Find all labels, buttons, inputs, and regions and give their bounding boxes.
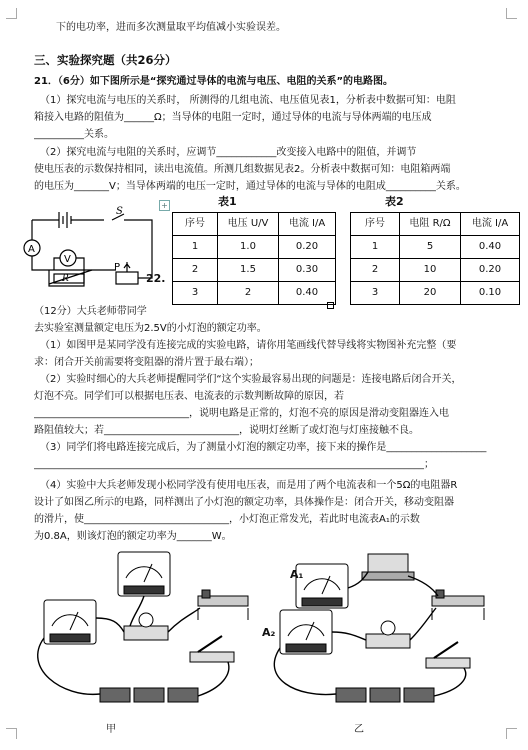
- q22-line7: _______________________________，说明电路是正常的，灯泡不亮的原因是滑动变阻器连入电: [34, 408, 449, 419]
- figure-jia-label: 甲: [106, 724, 116, 735]
- section-title: 三、实验探究题（共26分）: [34, 53, 177, 67]
- table-row: [351, 259, 520, 282]
- corner-mark-bottom-right: [506, 728, 517, 739]
- table1-header: 电流 I/A: [279, 213, 336, 236]
- table1-cell: 1.0: [218, 236, 279, 259]
- q21-line4: __________关系。: [34, 129, 114, 140]
- circuit-diagram: [14, 200, 164, 300]
- table1-cell: 2: [218, 282, 279, 305]
- voltmeter-label: V: [64, 254, 71, 265]
- table1: [172, 212, 336, 305]
- resistor-label: R: [62, 274, 69, 284]
- q21-line1: 21．（6分）如下图所示是“探究通过导体的电流与电压、电阻的关系”的电路图。: [34, 76, 394, 87]
- table2-cell: 1: [351, 236, 400, 259]
- corner-mark-top-left: [6, 8, 17, 19]
- table1-cell: 0.40: [279, 282, 336, 305]
- q21-line6: 使电压表的示数保持相同，读出电流值。所测几组数据见表2。分析表中数据可知：电阻箱两端: [34, 164, 451, 175]
- table-row: [173, 282, 336, 305]
- table1-header-row: [173, 213, 336, 236]
- table2-header: 电流 I/A: [461, 213, 520, 236]
- table1-cell: 1: [173, 236, 218, 259]
- q21-line5: （2）探究电流与电阻的关系时，应调节____________改变接入电路中的阻值，并调节: [40, 147, 417, 158]
- table2-cell: 10: [400, 259, 461, 282]
- q22-line11: （4）实验中大兵老师发现小松同学没有使用电压表，而是用了两个电流表和一个5Ω的电阻器R: [40, 480, 458, 491]
- table1-caption: 表1: [218, 195, 237, 208]
- top-line: 下的电功率，进而多次测量取平均值减小实验误差。: [56, 22, 286, 33]
- slider-label: P: [114, 262, 121, 273]
- table2-cell: 2: [351, 259, 400, 282]
- ammeter-label: A: [28, 244, 35, 255]
- q22-line12: 设计了如图乙所示的电路，同样测出了小灯泡的额定功率，具体操作是：闭合开关，移动变阻器: [34, 497, 454, 508]
- q22-line14: 为0.8A，则该灯泡的额定功率为_______W。: [34, 531, 232, 542]
- table2-cell: 0.10: [461, 282, 520, 305]
- q22-line9: （3）同学们将电路连接完成后，为了测量小灯泡的额定功率，接下来的操作是____________________: [40, 442, 487, 453]
- q22-line8: 路阻值较大；若___________________________，说明灯丝断了或灯泡与灯座接触不良。: [34, 425, 419, 436]
- ammeter-a2-label: A₂: [262, 626, 276, 639]
- table1-cell: 1.5: [218, 259, 279, 282]
- q21-line7: 的电压为_______V；当导体两端的电压一定时，通过导体的电流与导体的电阻成__________关系。: [34, 181, 466, 192]
- table1-header: 序号: [173, 213, 218, 236]
- table1-cell: 3: [173, 282, 218, 305]
- q22-line4: 求：闭合开关前需要将变阻器的滑片置于最右端）；: [34, 357, 259, 368]
- table2-cell: 20: [400, 282, 461, 305]
- table2-header-row: [351, 213, 520, 236]
- q21-line2: （1）探究电流与电压的关系时， 所测得的几组电流、电压值见表1，分析表中数据可知：电阻: [40, 95, 456, 106]
- table-row: [173, 259, 336, 282]
- switch-label: S: [116, 206, 123, 217]
- figure-yi-label: 乙: [354, 724, 364, 735]
- q22-line6: 灯泡不亮。同学们可以根据电压表、电流表的示数判断故障的原因，若: [34, 391, 344, 402]
- table1-header: 电压 U/V: [218, 213, 279, 236]
- table1-cell: 2: [173, 259, 218, 282]
- table-row: [173, 236, 336, 259]
- q22-line2: 去实验室测量额定电压为2.5V的小灯泡的额定功率。: [34, 323, 267, 334]
- q22-number: 22.: [146, 272, 166, 285]
- table-row: [351, 236, 520, 259]
- table2: [350, 212, 520, 305]
- corner-mark-bottom-left: [6, 728, 17, 739]
- table2-cell: 0.20: [461, 259, 520, 282]
- q21-line3: 箱接入电路的阻值为______Ω；当导体的电阻一定时，通过导体的电流与导体两端的电压成: [34, 112, 432, 123]
- q22-line5: （2）实验时细心的大兵老师提醒同学们“这个实验最容易出现的问题是：连接电路后闭合开关，: [40, 374, 462, 385]
- q22-line13: 的滑片，使_____________________________，小灯泡正常发光，若此时电流表A₁的示数: [34, 514, 420, 525]
- table2-cell: 0.40: [461, 236, 520, 259]
- ammeter-a1-label: A₁: [290, 568, 304, 581]
- q22-line10: ______________________________________________________________________________；: [34, 459, 434, 470]
- q22-line3: （1）如图甲是某同学没有连接完成的实验电路，请你用笔画线代替导线将实物图补充完整（要: [40, 340, 457, 351]
- table2-cell: 3: [351, 282, 400, 305]
- table2-cell: 5: [400, 236, 461, 259]
- table2-header: 电阻 R/Ω: [400, 213, 461, 236]
- table1-cell: 0.30: [279, 259, 336, 282]
- table1-cell: 0.20: [279, 236, 336, 259]
- q22-line1: （12分）大兵老师带同学: [34, 306, 147, 317]
- corner-mark-top-right: [506, 8, 517, 19]
- table2-header: 序号: [351, 213, 400, 236]
- table2-caption: 表2: [385, 195, 404, 208]
- anchor-icon[interactable]: +: [159, 200, 170, 211]
- table-row: [351, 282, 520, 305]
- figure-jia-apparatus: [22, 548, 252, 718]
